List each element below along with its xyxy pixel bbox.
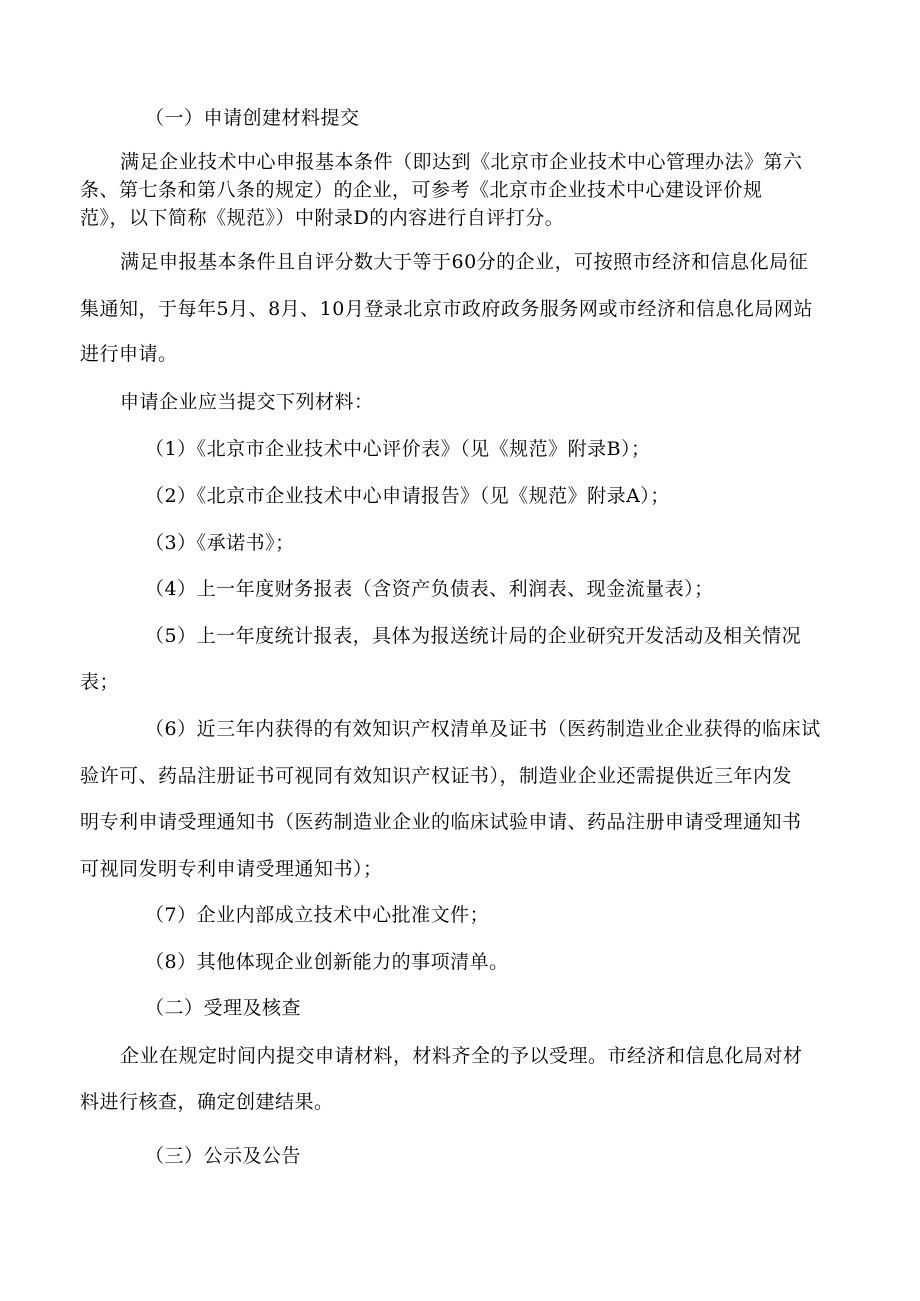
paragraph-line: 范》，以下简称《规范》）中附录D的内容进行自评打分。 (80, 207, 565, 229)
paragraph-line: 料进行核查，确定创建结果。 (80, 1091, 334, 1113)
list-item: （8）其他体现企业创新能力的事项清单。 (145, 951, 509, 973)
paragraph-line: 条、第七条和第八条的规定）的企业，可参考《北京市企业技术中心建设评价规 (80, 179, 763, 201)
paragraph-line: 满足申报基本条件且自评分数大于等于60分的企业，可按照市经济和信息化局征 (120, 251, 809, 273)
paragraph-line: 进行申请。 (80, 343, 178, 365)
list-item-continuation: 验许可、药品注册证书可视同有效知识产权证书），制造业企业还需提供近三年内发 (80, 765, 793, 787)
list-item: （7）企业内部成立技术中心批准文件； (145, 904, 490, 926)
list-item: （2）《北京市企业技术中心申请报告》（见《规范》附录A）； (145, 485, 670, 507)
list-item-continuation: 可视同发明专利申请受理通知书）； (80, 858, 383, 880)
list-item: （5）上一年度统计报表，具体为报送统计局的企业研究开发活动及相关情况 (145, 625, 802, 647)
list-item-continuation: 表； (80, 671, 120, 693)
list-item: （3）《承诺书》； (145, 532, 295, 554)
list-item-continuation: 明专利申请受理通知书（医药制造业企业的临床试验申请、药品注册申请受理通知书 (80, 811, 802, 833)
paragraph-line: 企业在规定时间内提交申请材料，材料齐全的予以受理。市经济和信息化局对材 (120, 1045, 803, 1067)
list-item: （1）《北京市企业技术中心评价表》（见《规范》附录B）； (145, 438, 651, 460)
section-heading-announcement: （三）公示及公告 (145, 1145, 302, 1167)
paragraph-line: 满足企业技术中心申报基本条件（即达到《北京市企业技术中心管理办法》第六 (120, 151, 803, 173)
list-item: （6）近三年内获得的有效知识产权清单及证书（医药制造业企业获得的临床试 (145, 718, 821, 740)
section-heading-review: （二）受理及核查 (145, 997, 302, 1019)
paragraph-line: 集通知，于每年5月、8月、10月登录北京市政府政务服务网或市经济和信息化局网站 (80, 298, 813, 320)
section-heading-submission: （一）申请创建材料提交 (145, 107, 360, 129)
list-item: （4）上一年度财务报表（含资产负债表、利润表、现金流量表）； (145, 578, 714, 600)
paragraph-line: 申请企业应当提交下列材料： (120, 391, 374, 413)
